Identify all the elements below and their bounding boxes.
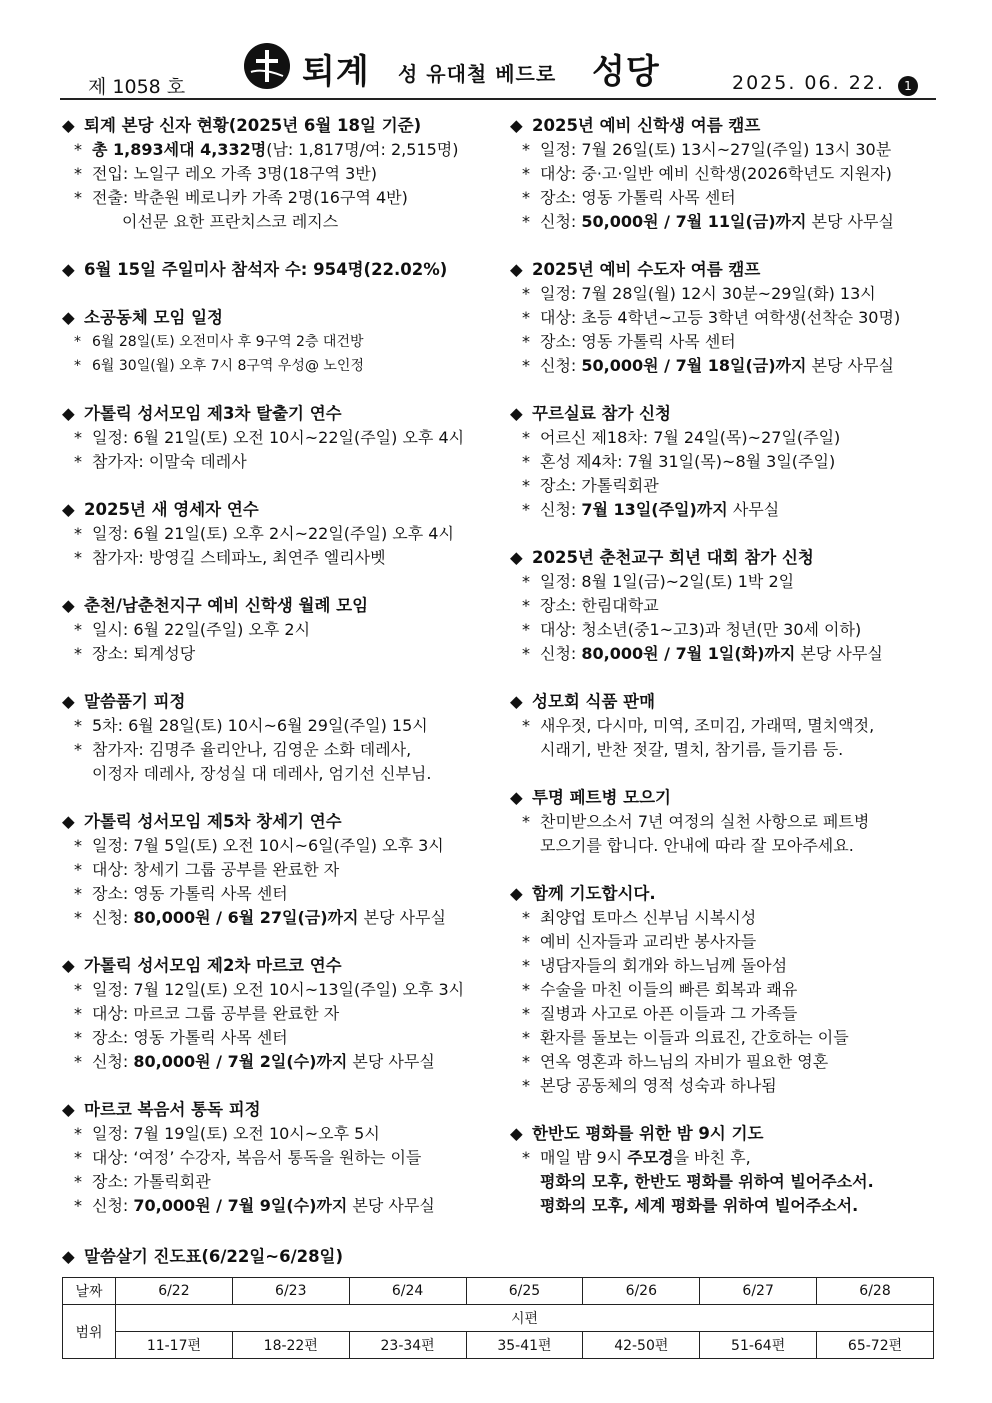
notice-line [510, 426, 940, 450]
notice-line [510, 642, 940, 666]
parish-logo-icon [243, 42, 291, 90]
notice-line-text: 수술을 마친 이들의 빠른 회복과 쾌유 [540, 980, 798, 999]
notice-line-text: 신청: [92, 1196, 134, 1215]
notice-line [62, 450, 502, 474]
notice-line-text: 대상: 창세기 그룹 공부를 완료한 자 [92, 860, 340, 879]
title-main: 퇴계 [302, 52, 370, 92]
diamond-bullet-icon: ◆ [62, 1100, 75, 1119]
notice-title-text: 소공동체 모임 일정 [84, 308, 224, 327]
notice-line-text: 일정: 8월 1일(금)~2일(토) 1박 2일 [540, 572, 795, 591]
issue-date: 2025. 06. 22. [732, 72, 885, 94]
notice-line [510, 138, 940, 162]
notice-line [62, 1050, 502, 1074]
asterisk-bullet-icon: * [522, 140, 530, 159]
schedule-date-cell: 6/28 [817, 1278, 934, 1305]
asterisk-bullet-icon: * [522, 164, 530, 183]
notice-line-text: 참가자: 이말숙 데레사 [92, 452, 247, 471]
asterisk-bullet-icon: * [74, 334, 81, 350]
asterisk-bullet-icon: * [522, 596, 530, 615]
notice-line [510, 282, 940, 306]
notice-line-text: 80,000원 / 7월 1일(화)까지 [581, 644, 796, 663]
notice-line-text: (남: 1,817명/여: 2,515명) [266, 140, 459, 159]
notice-title [510, 786, 940, 810]
notice-line-text: 질병과 사고로 아픈 이들과 그 가족들 [540, 1004, 798, 1023]
notice-line-text: 일시: 6월 22일(주일) 오후 2시 [92, 620, 311, 639]
asterisk-bullet-icon: * [74, 1124, 82, 1143]
notice-section [510, 1122, 940, 1218]
asterisk-bullet-icon: * [522, 908, 530, 927]
asterisk-bullet-icon: * [74, 644, 82, 663]
asterisk-bullet-icon: * [74, 1052, 82, 1071]
notice-line-text: 혼성 제4차: 7월 31일(목)~8월 3일(주일) [540, 452, 836, 471]
notice-title-text: 투명 페트병 모으기 [532, 788, 672, 807]
notice-line-text: 예비 신자들과 교리반 봉사자들 [540, 932, 757, 951]
notice-title [62, 810, 502, 834]
notice-line-text: 장소: 영동 가톨릭 사목 센터 [540, 332, 736, 351]
notice-line-text: 어르신 제18차: 7월 24일(목)~27일(주일) [540, 428, 841, 447]
notice-line-text: 80,000원 / 7월 2일(수)까지 [133, 1052, 348, 1071]
asterisk-bullet-icon: * [74, 1172, 82, 1191]
bulletin-header [60, 40, 936, 100]
notice-section [62, 498, 502, 570]
notice-line-text: 일정: 7월 28일(월) 12시 30분~29일(화) 13시 [540, 284, 876, 303]
diamond-bullet-icon: ◆ [62, 956, 75, 975]
notice-line-text: 참가자: 방영길 스테파노, 최연주 엘리사벳 [92, 548, 386, 567]
notice-line [510, 954, 940, 978]
schedule-range-cell: 35-41편 [466, 1332, 583, 1359]
notice-section [62, 594, 502, 666]
asterisk-bullet-icon: * [522, 644, 530, 663]
asterisk-bullet-icon: * [74, 428, 82, 447]
diamond-bullet-icon: ◆ [62, 116, 75, 135]
asterisk-bullet-icon: * [522, 500, 530, 519]
notice-section [510, 690, 940, 762]
notice-line-text: 50,000원 / 7월 18일(금)까지 [581, 356, 807, 375]
asterisk-bullet-icon: * [74, 188, 82, 207]
notice-line [62, 1146, 502, 1170]
asterisk-bullet-icon: * [74, 524, 82, 543]
asterisk-bullet-icon: * [74, 884, 82, 903]
notice-line [62, 426, 502, 450]
notice-line-text: 장소: 한림대학교 [540, 596, 659, 615]
notice-line [510, 1170, 940, 1194]
notice-title-text: 함께 기도합시다. [532, 884, 656, 903]
schedule-range-cell: 65-72편 [817, 1332, 934, 1359]
schedule-date-cell: 6/22 [116, 1278, 233, 1305]
notice-section [62, 306, 502, 378]
asterisk-bullet-icon: * [74, 716, 82, 735]
notice-title-text: 퇴계 본당 신자 현황(2025년 6월 18일 기준) [84, 116, 422, 135]
notice-title-text: 말씀품기 피정 [84, 692, 186, 711]
notice-line-text: 을 바친 후, [673, 1148, 751, 1167]
schedule-date-cell: 6/23 [232, 1278, 349, 1305]
notice-line [62, 1194, 502, 1218]
schedule-table [62, 1277, 934, 1359]
notice-line-text: 일정: 7월 12일(토) 오전 10시~13일(주일) 오후 3시 [92, 980, 465, 999]
asterisk-bullet-icon: * [522, 716, 530, 735]
notice-line-text: 사무실 [727, 500, 780, 519]
asterisk-bullet-icon: * [74, 452, 82, 471]
diamond-bullet-icon: ◆ [510, 884, 523, 903]
notice-title-text: 6월 15일 주일미사 참석자 수: 954명(22.02%) [84, 260, 448, 279]
notice-line [62, 186, 502, 210]
asterisk-bullet-icon: * [522, 980, 530, 999]
notice-line-text: 대상: 청소년(중1~고3)과 청년(만 30세 이하) [540, 620, 862, 639]
notice-line [510, 1026, 940, 1050]
notice-title-text: 한반도 평화를 위한 밤 9시 기도 [532, 1124, 764, 1143]
notice-line-text: 이선문 요한 프란치스코 레지스 [122, 212, 339, 231]
notice-title [510, 882, 940, 906]
schedule-range-cell: 18-22편 [232, 1332, 349, 1359]
notice-line [510, 474, 940, 498]
schedule-range-cell: 11-17편 [116, 1332, 233, 1359]
header-rule [60, 98, 936, 100]
notice-line [510, 330, 940, 354]
asterisk-bullet-icon: * [74, 908, 82, 927]
notice-section [510, 786, 940, 858]
notice-title [62, 402, 502, 426]
schedule-title: ◆ 말씀살기 진도표(6/22일~6/28일) [62, 1245, 934, 1269]
notice-line-text: 총 1,893세대 4,332명 [92, 140, 267, 159]
notice-title [62, 306, 502, 330]
notice-line-text: 6월 28일(토) 오전미사 후 9구역 2층 대건방 [92, 334, 364, 350]
title-end: 성당 [592, 52, 660, 92]
asterisk-bullet-icon: * [522, 956, 530, 975]
diamond-bullet-icon: ◆ [510, 548, 523, 567]
notice-section [62, 402, 502, 474]
notice-line [62, 210, 502, 234]
date-row-label: 날짜 [63, 1278, 116, 1305]
notice-line [510, 162, 940, 186]
diamond-bullet-icon: ◆ [510, 260, 523, 279]
notice-line [62, 162, 502, 186]
notice-line [62, 522, 502, 546]
notice-line-text: 일정: 6월 21일(토) 오전 10시~22일(주일) 오후 4시 [92, 428, 465, 447]
notice-line [62, 1002, 502, 1026]
notice-line [62, 834, 502, 858]
notice-title-text: 가톨릭 성서모임 제3차 탈출기 연수 [84, 404, 342, 423]
notice-title-text: 성모회 식품 판매 [532, 692, 656, 711]
notice-line [62, 978, 502, 1002]
notice-section [62, 258, 502, 282]
notice-line [510, 306, 940, 330]
notice-line [62, 714, 502, 738]
notice-section [510, 258, 940, 378]
asterisk-bullet-icon: * [74, 1148, 82, 1167]
diamond-bullet-icon: ◆ [510, 404, 523, 423]
asterisk-bullet-icon: * [522, 932, 530, 951]
notice-line-text: 50,000원 / 7월 11일(금)까지 [581, 212, 807, 231]
notice-line-text: 최양업 토마스 신부님 시복시성 [540, 908, 757, 927]
notice-title-text: 꾸르실료 참가 신청 [532, 404, 672, 423]
asterisk-bullet-icon: * [522, 212, 530, 231]
notice-line [510, 1146, 940, 1170]
schedule-book-cell: 시편 [116, 1305, 934, 1332]
diamond-bullet-icon: ◆ [62, 308, 75, 327]
issue-number: 제 1058 호 [88, 76, 186, 98]
notice-title [510, 114, 940, 138]
notice-line [62, 1122, 502, 1146]
notice-line [510, 594, 940, 618]
notice-line [62, 762, 502, 786]
notice-line [62, 1170, 502, 1194]
notice-line [510, 834, 940, 858]
schedule-book-row [63, 1305, 934, 1332]
notice-line [62, 1026, 502, 1050]
notice-section [510, 546, 940, 666]
notice-section [62, 1098, 502, 1218]
asterisk-bullet-icon: * [522, 284, 530, 303]
notice-line [62, 618, 502, 642]
notice-line-text: 장소: 가톨릭회관 [92, 1172, 211, 1191]
notice-line-text: 본당 사무실 [347, 1052, 435, 1071]
notice-title-text: 2025년 춘천교구 희년 대회 참가 신청 [532, 548, 814, 567]
schedule-range-row [63, 1332, 934, 1359]
asterisk-bullet-icon: * [522, 428, 530, 447]
notice-title [62, 954, 502, 978]
asterisk-bullet-icon: * [522, 1052, 530, 1071]
notice-line-text: 본당 사무실 [806, 356, 894, 375]
notice-line-text: 본당 공동체의 영적 성숙과 하나됨 [540, 1076, 777, 1095]
diamond-bullet-icon: ◆ [62, 260, 75, 279]
notice-line [510, 906, 940, 930]
asterisk-bullet-icon: * [74, 140, 82, 159]
notice-line [62, 546, 502, 570]
schedule-date-cell: 6/25 [466, 1278, 583, 1305]
diamond-bullet-icon: ◆ [62, 500, 75, 519]
asterisk-bullet-icon: * [522, 572, 530, 591]
asterisk-bullet-icon: * [74, 740, 82, 759]
notice-line-text: 장소: 가톨릭회관 [540, 476, 659, 495]
notice-line [510, 570, 940, 594]
asterisk-bullet-icon: * [522, 188, 530, 207]
notice-line-text: 찬미받으소서 7년 여정의 실천 사항으로 페트병 [540, 812, 870, 831]
asterisk-bullet-icon: * [74, 836, 82, 855]
notice-line-text: 신청: [92, 1052, 134, 1071]
notice-line-text: 시래기, 반찬 젓갈, 멸치, 참기름, 들기름 등. [540, 740, 844, 759]
asterisk-bullet-icon: * [74, 1028, 82, 1047]
notice-title-text: 2025년 예비 신학생 여름 캠프 [532, 116, 761, 135]
notice-line-text: 신청: [540, 356, 582, 375]
notice-title-text: 2025년 예비 수도자 여름 캠프 [532, 260, 761, 279]
notice-line [510, 450, 940, 474]
notice-line [510, 930, 940, 954]
left-column [62, 114, 502, 1242]
diamond-bullet-icon: ◆ [62, 404, 75, 423]
notice-line-text: 일정: 7월 5일(토) 오전 10시~6일(주일) 오후 3시 [92, 836, 444, 855]
notice-line [510, 714, 940, 738]
notice-line [510, 810, 940, 834]
diamond-bullet-icon: ◆ [62, 692, 75, 711]
diamond-bullet-icon: ◆ [510, 692, 523, 711]
asterisk-bullet-icon: * [522, 452, 530, 471]
asterisk-bullet-icon: * [74, 548, 82, 567]
notice-line-text: 본당 사무실 [358, 908, 446, 927]
asterisk-bullet-icon: * [522, 812, 530, 831]
notice-line-text: 참가자: 김명주 율리안나, 김영운 소화 데레사, [92, 740, 412, 759]
notice-line [510, 1194, 940, 1218]
asterisk-bullet-icon: * [522, 1004, 530, 1023]
schedule-date-cell: 6/26 [583, 1278, 700, 1305]
notice-title-text: 춘천/남춘천지구 예비 신학생 월례 모임 [84, 596, 369, 615]
notice-line-text: 7월 13일(주일)까지 [581, 500, 728, 519]
notice-line-text: 장소: 영동 가톨릭 사목 센터 [540, 188, 736, 207]
notice-line [62, 330, 502, 354]
notice-line-text: 본당 사무실 [795, 644, 883, 663]
notice-title [62, 114, 502, 138]
notice-title-text: 2025년 새 영세자 연수 [84, 500, 259, 519]
asterisk-bullet-icon: * [74, 620, 82, 639]
notice-line-text: 80,000원 / 6월 27일(금)까지 [133, 908, 359, 927]
notice-line-text: 환자를 돌보는 이들과 의료진, 간호하는 이들 [540, 1028, 849, 1047]
notice-title-text: 가톨릭 성서모임 제5차 창세기 연수 [84, 812, 342, 831]
notice-title-text: 마르코 복음서 통독 피정 [84, 1100, 261, 1119]
notice-line-text: 대상: ‘여정’ 수강자, 복음서 통독을 원하는 이들 [92, 1148, 422, 1167]
notice-line-text: 냉담자들의 회개와 하느님께 돌아섬 [540, 956, 788, 975]
notice-line-text: 모으기를 합니다. 안내에 따라 잘 모아주세요. [540, 836, 854, 855]
title-sub: 성 유대철 베드로 [398, 62, 557, 86]
notice-line-text: 주모경 [627, 1148, 674, 1167]
notice-line [510, 354, 940, 378]
notice-line-text: 전출: 박춘원 베로니카 가족 2명(16구역 4반) [92, 188, 408, 207]
notice-line [510, 738, 940, 762]
notice-line-text: 전입: 노일구 레오 가족 3명(18구역 3반) [92, 164, 377, 183]
asterisk-bullet-icon: * [522, 476, 530, 495]
notice-line-text: 일정: 7월 19일(토) 오전 10시~오후 5시 [92, 1124, 380, 1143]
notice-title-text: 가톨릭 성서모임 제2차 마르코 연수 [84, 956, 342, 975]
asterisk-bullet-icon: * [522, 356, 530, 375]
notice-line [510, 1074, 940, 1098]
notice-line-text: 본당 사무실 [347, 1196, 435, 1215]
schedule-date-cell: 6/27 [700, 1278, 817, 1305]
notice-line-text: 신청: [540, 644, 582, 663]
notice-line-text: 평화의 모후, 세계 평화를 위하여 빌어주소서. [540, 1196, 859, 1215]
schedule-range-cell: 23-34편 [349, 1332, 466, 1359]
diamond-bullet-icon: ◆ [62, 596, 75, 615]
notice-line-text: 신청: [540, 500, 582, 519]
asterisk-bullet-icon: * [74, 1004, 82, 1023]
notice-section [62, 810, 502, 930]
diamond-bullet-icon: ◆ [62, 1247, 75, 1266]
diamond-bullet-icon: ◆ [62, 812, 75, 831]
notice-title [62, 690, 502, 714]
diamond-bullet-icon: ◆ [510, 1124, 523, 1143]
schedule-range-cell: 42-50편 [583, 1332, 700, 1359]
asterisk-bullet-icon: * [522, 620, 530, 639]
notice-line-text: 5차: 6월 28일(토) 10시~6월 29일(주일) 15시 [92, 716, 428, 735]
notice-line [510, 210, 940, 234]
notice-line [62, 738, 502, 762]
asterisk-bullet-icon: * [74, 164, 82, 183]
notice-line-text: 이정자 데레사, 장성실 대 데레사, 엄기선 신부님. [92, 764, 432, 783]
notice-line-text: 대상: 중·고·일반 예비 신학생(2026학년도 지원자) [540, 164, 892, 183]
notice-line [62, 138, 502, 162]
asterisk-bullet-icon: * [522, 1028, 530, 1047]
notice-title [62, 258, 502, 282]
notice-line [62, 906, 502, 930]
notice-title [510, 402, 940, 426]
notice-title [510, 690, 940, 714]
notice-line [510, 498, 940, 522]
notice-line-text: 장소: 퇴계성당 [92, 644, 196, 663]
notice-line-text: 대상: 초등 4학년~고등 3학년 여학생(선착순 30명) [540, 308, 901, 327]
range-row-label: 범위 [63, 1305, 116, 1359]
notice-line-text: 일정: 6월 21일(토) 오후 2시~22일(주일) 오후 4시 [92, 524, 454, 543]
notice-line-text: 연옥 영혼과 하느님의 자비가 필요한 영혼 [540, 1052, 829, 1071]
diamond-bullet-icon: ◆ [510, 788, 523, 807]
asterisk-bullet-icon: * [522, 1148, 530, 1167]
notice-line-text: 본당 사무실 [806, 212, 894, 231]
notice-line [510, 1002, 940, 1026]
notice-section [510, 114, 940, 234]
asterisk-bullet-icon: * [74, 358, 81, 374]
notice-section [510, 882, 940, 1098]
notice-section [62, 690, 502, 786]
notice-line-text: 6월 30일(월) 오후 7시 8구역 우성@ 노인정 [92, 358, 364, 374]
notice-title [62, 594, 502, 618]
page-number-badge: 1 [898, 76, 918, 96]
schedule-date-row [63, 1278, 934, 1305]
right-column [510, 114, 940, 1242]
asterisk-bullet-icon: * [74, 860, 82, 879]
notice-line [62, 354, 502, 378]
notice-line-text: 평화의 모후, 한반도 평화를 위하여 빌어주소서. [540, 1172, 874, 1191]
asterisk-bullet-icon: * [74, 1196, 82, 1215]
asterisk-bullet-icon: * [522, 332, 530, 351]
notice-line-text: 새우젓, 다시마, 미역, 조미김, 가래떡, 멸치액젓, [540, 716, 875, 735]
schedule-date-cell: 6/24 [349, 1278, 466, 1305]
schedule-range-cell: 51-64편 [700, 1332, 817, 1359]
notice-title [62, 1098, 502, 1122]
asterisk-bullet-icon: * [522, 1076, 530, 1095]
notice-line-text: 일정: 7월 26일(토) 13시~27일(주일) 13시 30분 [540, 140, 892, 159]
notice-section [62, 114, 502, 234]
diamond-bullet-icon: ◆ [510, 116, 523, 135]
notice-line [510, 618, 940, 642]
notice-title [510, 1122, 940, 1146]
notice-line-text: 장소: 영동 가톨릭 사목 센터 [92, 884, 288, 903]
notice-line-text: 신청: [92, 908, 134, 927]
notice-line-text: 신청: [540, 212, 582, 231]
notice-title [510, 258, 940, 282]
notice-title [62, 498, 502, 522]
notice-line-text: 70,000원 / 7월 9일(수)까지 [133, 1196, 348, 1215]
notice-line [510, 186, 940, 210]
notice-line-text: 장소: 영동 가톨릭 사목 센터 [92, 1028, 288, 1047]
notice-line [62, 642, 502, 666]
notice-line-text: 대상: 마르코 그룹 공부를 완료한 자 [92, 1004, 340, 1023]
notice-line [62, 858, 502, 882]
asterisk-bullet-icon: * [74, 980, 82, 999]
notice-title [510, 546, 940, 570]
notice-line [510, 1050, 940, 1074]
notice-section [62, 954, 502, 1074]
reading-schedule [62, 1245, 934, 1359]
notice-line-text: 매일 밤 9시 [540, 1148, 628, 1167]
asterisk-bullet-icon: * [522, 308, 530, 327]
notice-line [62, 882, 502, 906]
notice-line [510, 978, 940, 1002]
notice-section [510, 402, 940, 522]
